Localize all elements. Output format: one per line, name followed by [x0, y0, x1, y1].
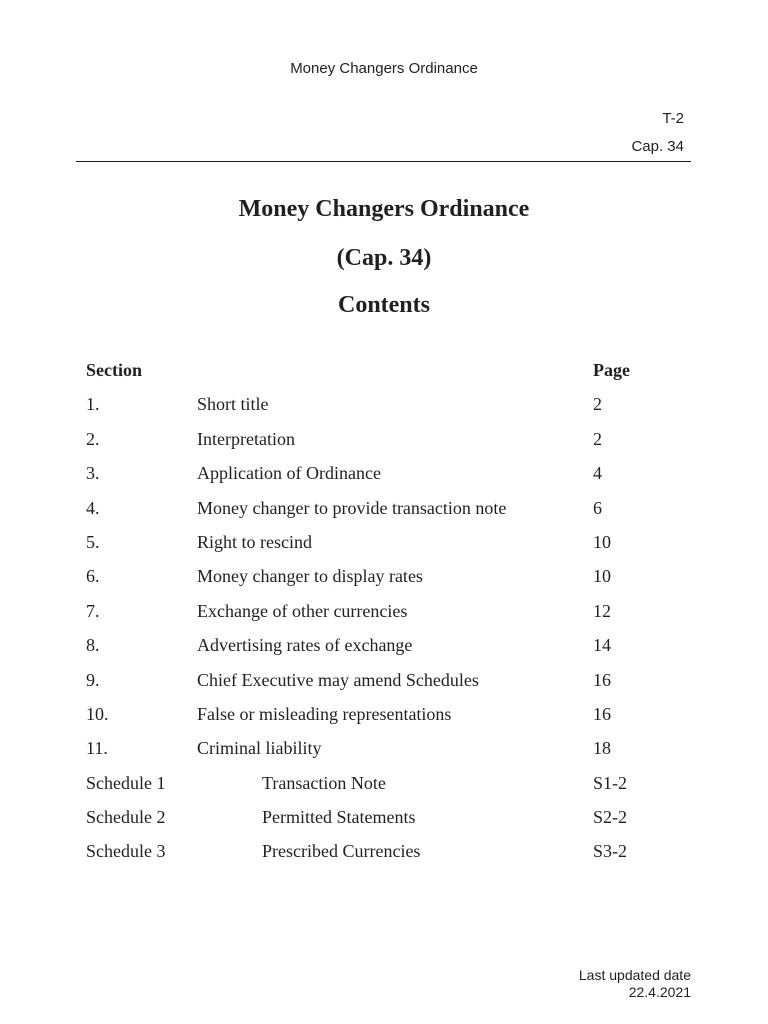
section-number: 7.	[86, 600, 100, 621]
section-number: 4.	[86, 497, 100, 518]
section-title: Money changer to display rates	[197, 566, 423, 587]
toc-row	[86, 459, 686, 493]
document-title: Money Changers Ordinance	[238, 196, 530, 222]
schedule-page: S3-2	[593, 841, 628, 862]
section-title: Short title	[197, 394, 269, 415]
toc-schedule-row	[86, 837, 686, 871]
schedule-title: Permitted Statements	[262, 807, 416, 828]
section-number: 2.	[86, 428, 100, 449]
section-number: 5.	[86, 531, 100, 552]
section-page: 16	[593, 669, 611, 690]
schedule-page: S1-2	[593, 772, 628, 793]
document-cap: (Cap. 34)	[336, 245, 432, 271]
section-column-heading: Section	[86, 360, 142, 380]
section-title: Right to rescind	[197, 531, 312, 552]
toc-row	[86, 700, 686, 734]
section-page: 18	[593, 738, 611, 759]
page-id: T-2	[662, 110, 684, 127]
section-title: Interpretation	[197, 428, 295, 449]
toc-row	[86, 494, 686, 528]
section-number: 1.	[86, 394, 100, 415]
section-page: 2	[593, 394, 602, 415]
toc-row	[86, 528, 686, 562]
section-page: 6	[593, 497, 602, 518]
section-page: 16	[593, 703, 611, 724]
chapter-ref: Cap. 34	[631, 138, 684, 155]
section-number: 11.	[86, 738, 108, 759]
section-page: 4	[593, 463, 602, 484]
last-updated-label: Last updated date	[578, 967, 691, 983]
section-page: 10	[593, 531, 611, 552]
schedule-number: Schedule 2	[86, 807, 166, 828]
section-page: 2	[593, 428, 602, 449]
toc-row	[86, 666, 686, 700]
section-page: 10	[593, 566, 611, 587]
section-page: 12	[593, 600, 611, 621]
schedule-title: Transaction Note	[262, 772, 386, 793]
section-title: Advertising rates of exchange	[197, 635, 413, 656]
running-header: Money Changers Ordinance	[290, 60, 478, 77]
last-updated-date: 22.4.2021	[628, 984, 691, 1000]
footer	[579, 967, 691, 1001]
section-title: Exchange of other currencies	[197, 600, 408, 621]
section-number: 10.	[86, 703, 109, 724]
toc-row	[86, 390, 686, 424]
page-column-heading: Page	[593, 360, 630, 380]
section-title: False or misleading representations	[197, 703, 452, 724]
toc-header-row	[86, 356, 686, 390]
toc-row	[86, 631, 686, 665]
schedule-title: Prescribed Currencies	[262, 841, 421, 862]
contents-heading: Contents	[337, 292, 430, 318]
schedule-number: Schedule 3	[86, 841, 166, 862]
schedule-page: S2-2	[593, 807, 628, 828]
toc-row	[86, 562, 686, 596]
toc-schedule-row	[86, 803, 686, 837]
toc-row	[86, 597, 686, 631]
section-number: 8.	[86, 635, 100, 656]
toc-row	[86, 734, 686, 768]
header-rule	[76, 161, 691, 162]
toc-row	[86, 425, 686, 459]
section-number: 6.	[86, 566, 100, 587]
section-number: 3.	[86, 463, 100, 484]
table-of-contents	[86, 356, 686, 872]
section-title: Chief Executive may amend Schedules	[197, 669, 479, 690]
section-title: Money changer to provide transaction note	[197, 497, 507, 518]
section-number: 9.	[86, 669, 100, 690]
toc-schedule-row	[86, 769, 686, 803]
section-title: Application of Ordinance	[197, 463, 381, 484]
section-page: 14	[593, 635, 611, 656]
section-title: Criminal liability	[197, 738, 322, 759]
schedule-number: Schedule 1	[86, 772, 166, 793]
